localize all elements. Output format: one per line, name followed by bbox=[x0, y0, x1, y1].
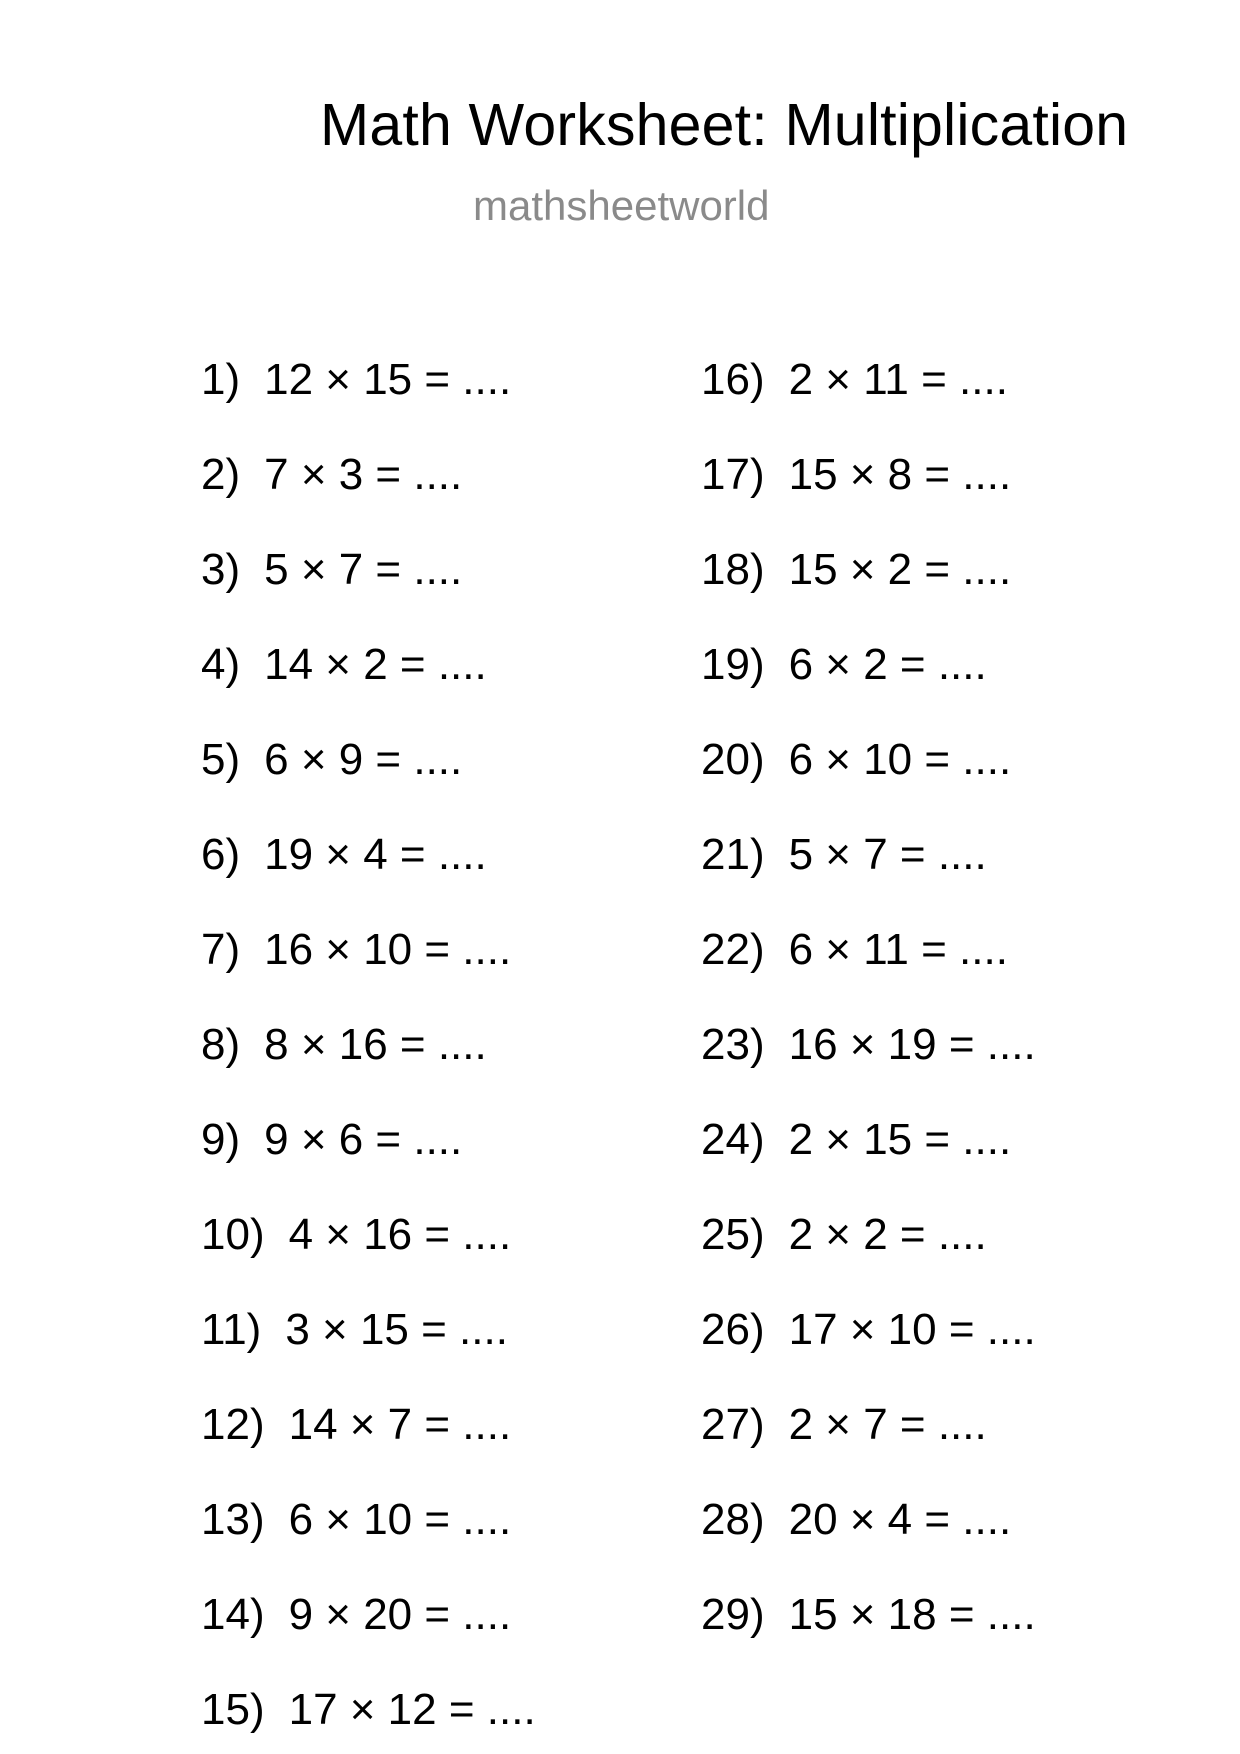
problem-item bbox=[201, 735, 463, 784]
problem-number: 27) bbox=[701, 1400, 765, 1449]
problem-expression: 17 × 10 = .... bbox=[788, 1305, 1036, 1354]
problem-item bbox=[701, 1305, 1036, 1354]
problem-number: 7) bbox=[201, 925, 241, 974]
problem-number: 6) bbox=[201, 830, 241, 879]
problem-expression: 19 × 4 = .... bbox=[264, 830, 487, 879]
problem-expression: 8 × 16 = .... bbox=[264, 1020, 487, 1069]
worksheet-title: Math Worksheet: Multiplication bbox=[320, 92, 1129, 158]
problem-expression: 14 × 7 = .... bbox=[288, 1400, 512, 1449]
problem-item bbox=[201, 1590, 512, 1639]
problem-item bbox=[701, 450, 1012, 499]
problem-item bbox=[701, 1590, 1036, 1639]
problem-number: 26) bbox=[701, 1305, 765, 1354]
problem-number: 4) bbox=[201, 640, 241, 689]
problem-expression: 17 × 12 = .... bbox=[288, 1685, 536, 1734]
problem-item bbox=[701, 1020, 1036, 1069]
problem-number: 11) bbox=[201, 1305, 262, 1354]
problem-expression: 14 × 2 = .... bbox=[264, 640, 487, 689]
problem-item bbox=[201, 545, 463, 594]
problem-number: 12) bbox=[201, 1400, 265, 1449]
problem-item bbox=[701, 545, 1012, 594]
problem-item bbox=[701, 1115, 1012, 1164]
problem-item bbox=[201, 450, 463, 499]
problem-expression: 2 × 15 = .... bbox=[788, 1115, 1012, 1164]
problem-item bbox=[201, 1210, 512, 1259]
problem-expression: 3 × 15 = .... bbox=[285, 1305, 508, 1354]
problem-number: 14) bbox=[201, 1590, 265, 1639]
problem-number: 23) bbox=[701, 1020, 765, 1069]
problem-item bbox=[701, 735, 1012, 784]
problem-expression: 20 × 4 = .... bbox=[788, 1495, 1012, 1544]
problem-expression: 2 × 2 = .... bbox=[788, 1210, 987, 1259]
problem-expression: 4 × 16 = .... bbox=[288, 1210, 512, 1259]
problem-expression: 15 × 2 = .... bbox=[788, 545, 1012, 594]
worksheet-subtitle: mathsheetworld bbox=[473, 182, 770, 229]
problem-number: 1) bbox=[201, 355, 241, 404]
problem-expression: 16 × 19 = .... bbox=[788, 1020, 1036, 1069]
problem-expression: 6 × 9 = .... bbox=[264, 735, 463, 784]
problem-number: 28) bbox=[701, 1495, 765, 1544]
problem-expression: 12 × 15 = .... bbox=[264, 355, 512, 404]
problem-number: 10) bbox=[201, 1210, 265, 1259]
problem-number: 24) bbox=[701, 1115, 765, 1164]
problem-item bbox=[201, 1020, 487, 1069]
problem-item bbox=[201, 1305, 508, 1354]
problem-item bbox=[201, 925, 512, 974]
problem-item bbox=[701, 830, 987, 879]
problem-item bbox=[201, 1495, 512, 1544]
problem-item bbox=[701, 640, 987, 689]
problem-item bbox=[201, 1115, 463, 1164]
problem-number: 25) bbox=[701, 1210, 765, 1259]
problem-number: 18) bbox=[701, 545, 765, 594]
problem-expression: 6 × 11 = .... bbox=[788, 925, 1008, 974]
problem-expression: 15 × 18 = .... bbox=[788, 1590, 1036, 1639]
problem-expression: 2 × 7 = .... bbox=[788, 1400, 987, 1449]
problem-expression: 9 × 20 = .... bbox=[288, 1590, 512, 1639]
problem-expression: 16 × 10 = .... bbox=[264, 925, 512, 974]
problem-expression: 7 × 3 = .... bbox=[264, 450, 463, 499]
problem-number: 13) bbox=[201, 1495, 265, 1544]
problem-item bbox=[201, 355, 512, 404]
problem-expression: 6 × 2 = .... bbox=[788, 640, 987, 689]
problem-expression: 6 × 10 = .... bbox=[788, 735, 1012, 784]
problem-number: 5) bbox=[201, 735, 241, 784]
problem-item bbox=[701, 355, 1008, 404]
problem-expression: 5 × 7 = .... bbox=[788, 830, 987, 879]
problem-item bbox=[701, 1210, 987, 1259]
problem-number: 3) bbox=[201, 545, 241, 594]
problem-number: 15) bbox=[201, 1685, 265, 1734]
problem-number: 20) bbox=[701, 735, 765, 784]
problem-number: 22) bbox=[701, 925, 765, 974]
problem-item bbox=[701, 1495, 1012, 1544]
problem-number: 21) bbox=[701, 830, 765, 879]
problem-number: 2) bbox=[201, 450, 241, 499]
problem-item bbox=[201, 1685, 536, 1734]
problem-item bbox=[201, 640, 487, 689]
problem-item bbox=[201, 1400, 512, 1449]
problem-expression: 6 × 10 = .... bbox=[288, 1495, 512, 1544]
problem-expression: 9 × 6 = .... bbox=[264, 1115, 463, 1164]
problem-expression: 2 × 11 = .... bbox=[788, 355, 1008, 404]
problem-expression: 15 × 8 = .... bbox=[788, 450, 1012, 499]
problem-item bbox=[701, 1400, 987, 1449]
problem-item bbox=[701, 925, 1008, 974]
problem-number: 9) bbox=[201, 1115, 241, 1164]
problem-expression: 5 × 7 = .... bbox=[264, 545, 463, 594]
problem-item bbox=[201, 830, 487, 879]
problem-number: 29) bbox=[701, 1590, 765, 1639]
problem-number: 8) bbox=[201, 1020, 241, 1069]
problem-number: 17) bbox=[701, 450, 765, 499]
problem-number: 19) bbox=[701, 640, 765, 689]
problem-number: 16) bbox=[701, 355, 765, 404]
